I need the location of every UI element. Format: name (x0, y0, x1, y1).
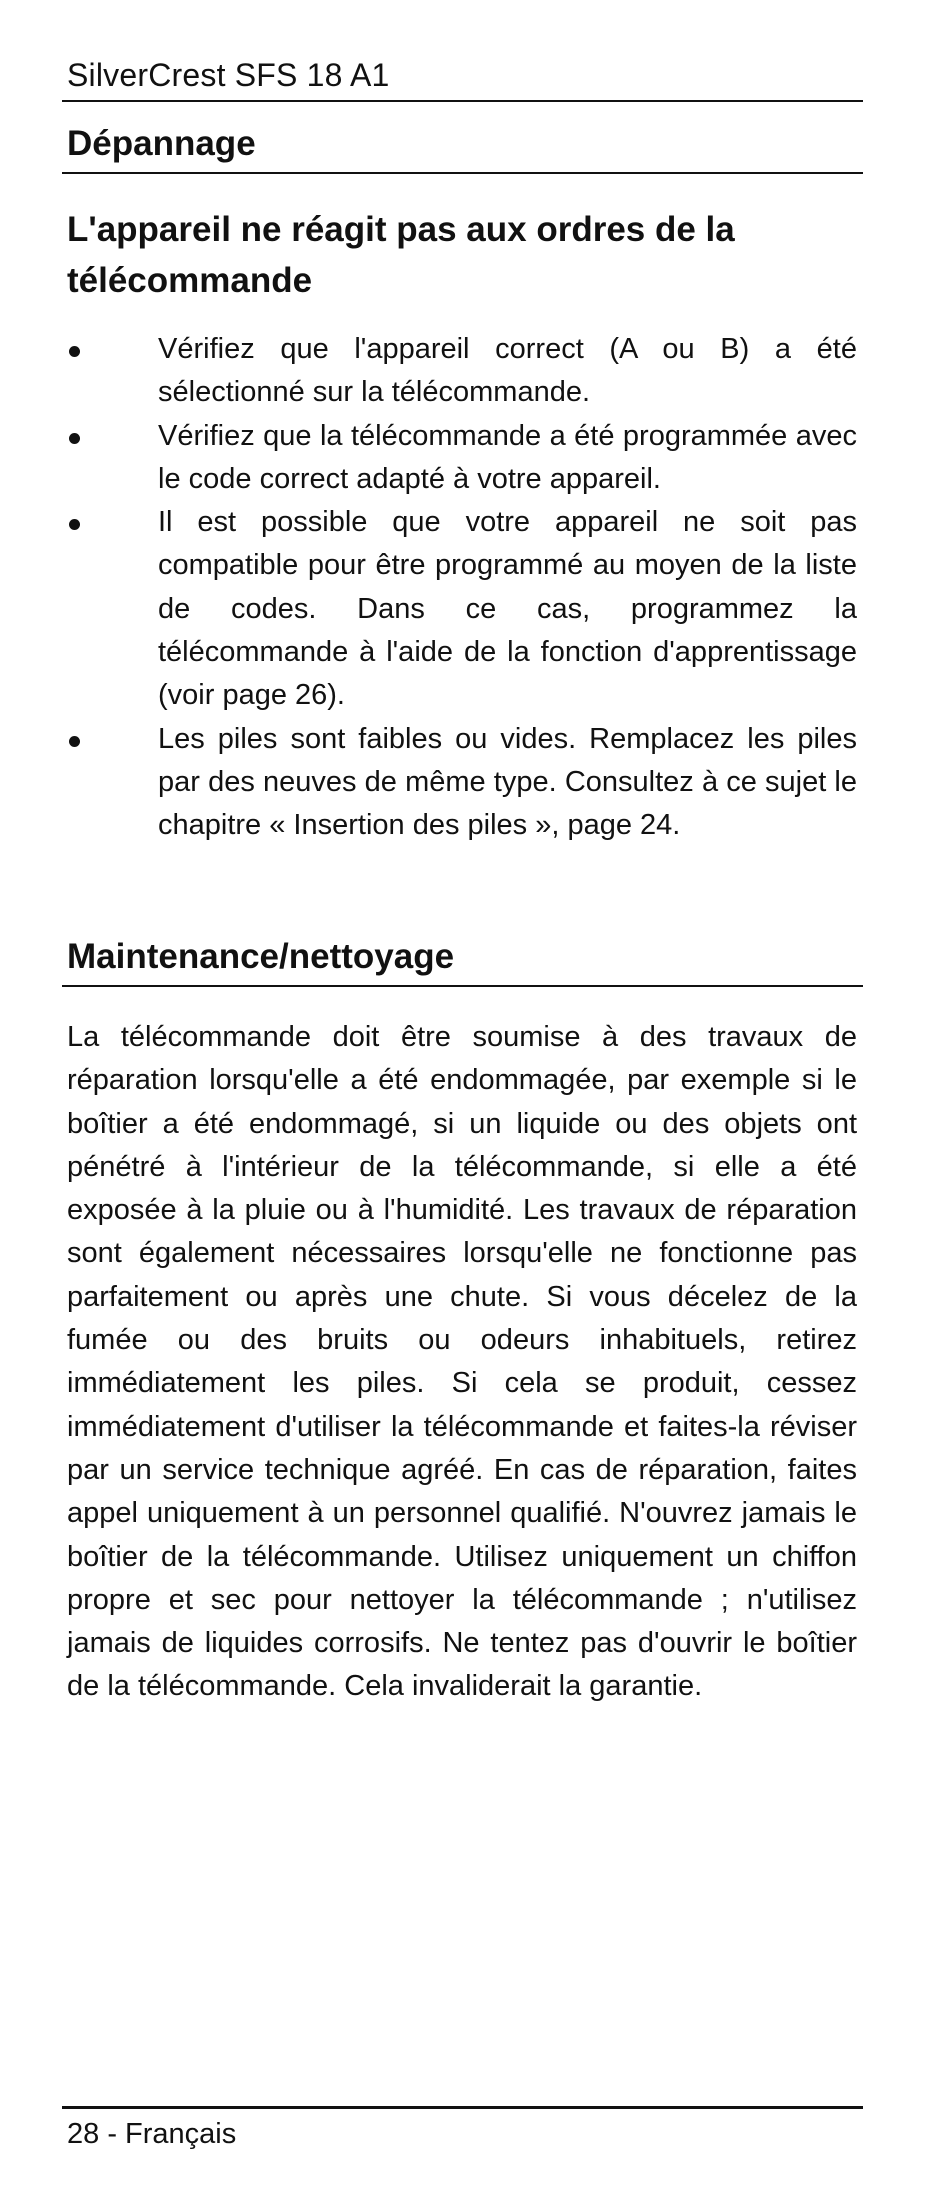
bullet-icon (69, 346, 80, 357)
header-divider (62, 100, 863, 102)
section-divider-maintenance (62, 985, 863, 987)
bullet-icon (69, 736, 80, 747)
list-item-text: Vérifiez que l'appareil correct (A ou B) a été sélectionné sur la télécommande. (158, 333, 857, 409)
list-item (67, 328, 857, 415)
list-item (67, 501, 857, 717)
troubleshooting-list (67, 328, 857, 848)
document-header-title: SilverCrest SFS 18 A1 (67, 57, 390, 93)
section-title-maintenance: Maintenance/nettoyage (67, 937, 455, 976)
footer-divider (62, 2106, 863, 2109)
section-divider-troubleshooting (62, 172, 863, 174)
page-footer: 28 - Français (67, 2118, 237, 2150)
bullet-icon (69, 519, 80, 530)
list-item-text: Il est possible que votre appareil ne soit pas compatible pour être programmé au moyen de la liste de codes. Dans ce cas, programmez la télécommande à l'aide de la fonction d'apprentissage (voir page 26). (158, 506, 857, 712)
list-item (67, 415, 857, 502)
bullet-icon (69, 433, 80, 444)
maintenance-paragraph: La télécommande doit être soumise à des travaux de réparation lorsqu'elle a été endommagée, par exemple si le boîtier a été endommagé, si un liquide ou des objets ont pénétré à l'intérieur de la télécommande, si elle a été exposée à la pluie ou à l'humidité. Les travaux de réparation sont également nécessaires lorsqu'elle ne fonctionne pas parfaitement ou après une chute. Si vous décelez de la fumée ou des bruits ou odeurs inhabituels, retirez immédiatement les piles. Si cela se produit, cessez immédiatement d'utiliser la télécommande et faites-la réviser par un service technique agréé. En cas de réparation, faites appel uniquement à un personnel qualifié. N'ouvrez jamais le boîtier de la télécommande. Utilisez uniquement un chiffon propre et sec pour nettoyer la télécommande ; n'utilisez jamais de liquides corrosifs. Ne tentez pas d'ouvrir le boîtier de la télécommande. Cela invaliderait la garantie. (67, 1021, 857, 1703)
list-item-text: Les piles sont faibles ou vides. Remplacez les piles par des neuves de même type. Consultez à ce sujet le chapitre « Insertion des piles », page 24. (158, 722, 857, 842)
subheading-remote-not-responding: L'appareil ne réagit pas aux ordres de la télécommande (67, 210, 735, 300)
list-item (67, 718, 857, 848)
list-item-text: Vérifiez que la télécommande a été programmée avec le code correct adapté à votre appareil. (158, 419, 857, 495)
section-title-troubleshooting: Dépannage (67, 124, 256, 163)
